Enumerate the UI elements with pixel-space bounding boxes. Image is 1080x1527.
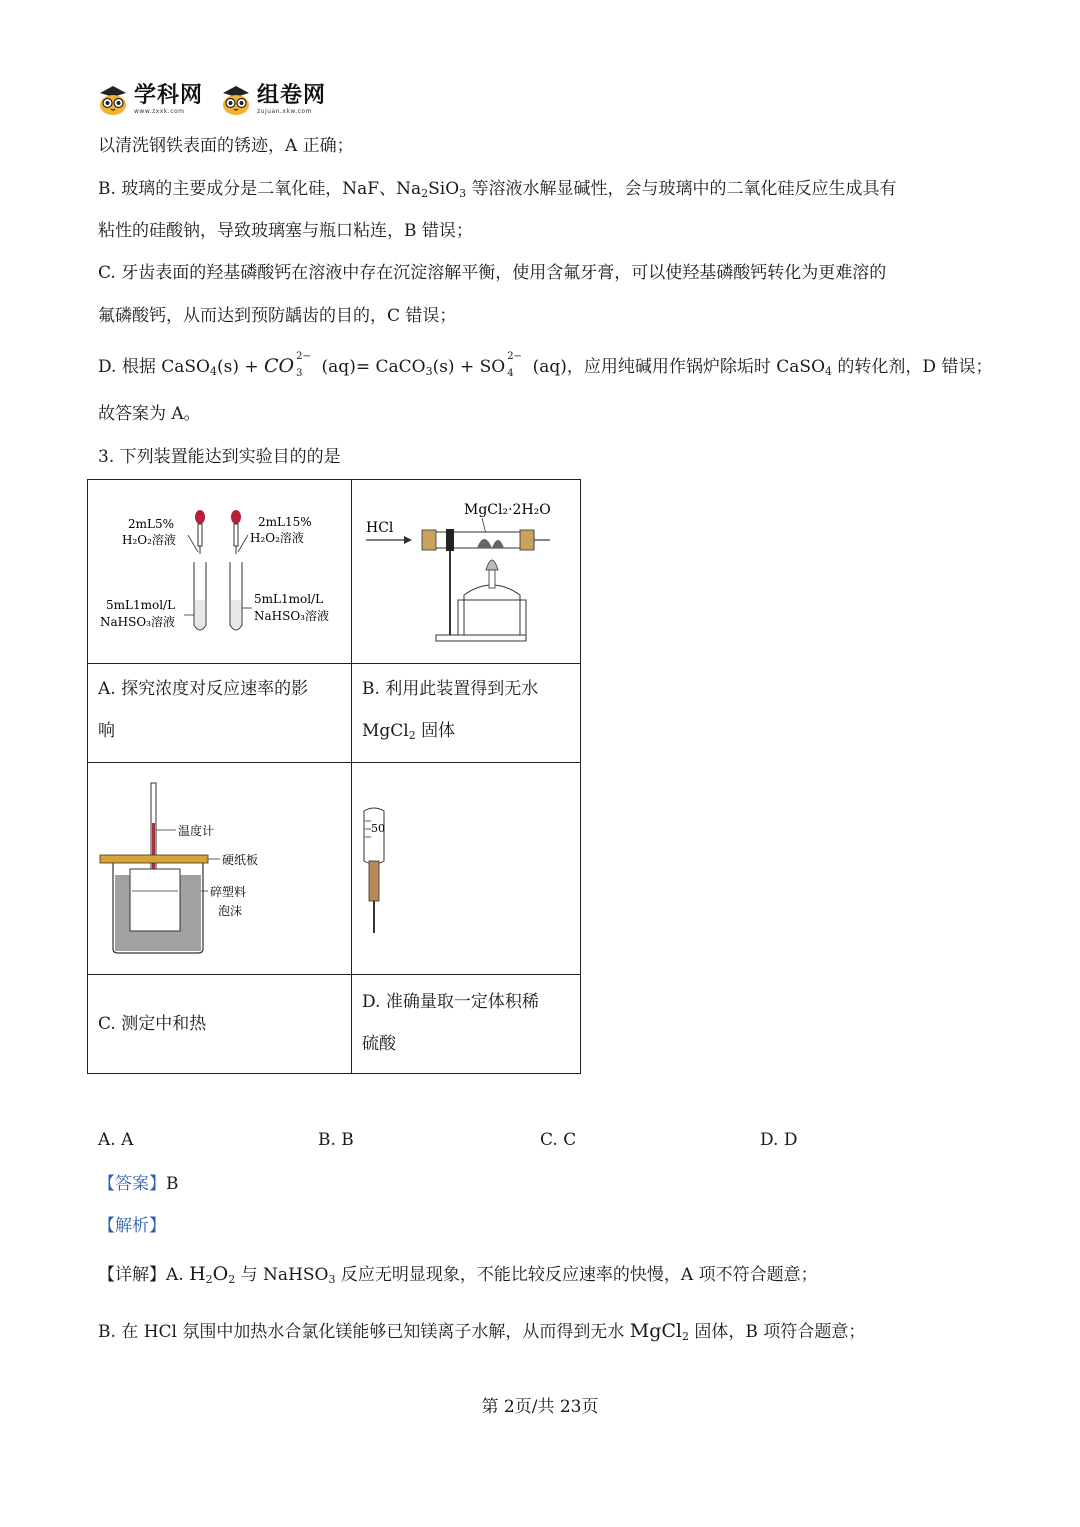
detail-line-a [98,1263,818,1291]
subscript: 3 [459,187,467,200]
cell-caption-a[interactable] [88,664,352,763]
inner-beaker [130,869,180,931]
text: (s) + [216,357,265,377]
liquid [231,600,241,629]
text: MgCl [629,1320,683,1342]
cardboard-lid [100,855,208,863]
caption-a-line2: 响 [98,721,115,741]
text: 固体 [415,721,456,741]
subscript: 2 [421,187,429,200]
logo-zxxk-url: www.zxxk.com [134,108,185,115]
text: D. 根据 CaSO [98,357,210,377]
burette-body [364,808,384,864]
cell-caption-b[interactable] [352,664,581,763]
text: B. 在 HCl 氛围中加热水合氯化镁能够已知镁离子水解，从而得到无水 [98,1322,630,1342]
dropper-bulb [231,510,241,524]
label-left-nahso3-amount: 5mL1mol/L [106,598,176,612]
liquid [195,600,205,629]
subscript: 4 [209,365,217,378]
rubber-tube [369,861,379,901]
subscript: 2 [682,1330,690,1343]
answer-tag: 【答案】 [98,1174,166,1194]
label-foam-2: 泡沫 [218,904,243,918]
solution-line-c1: C. 牙齿表面的羟基磷酸钙在溶液中存在沉淀溶解平衡，使用含氟牙膏，可以使羟基磷酸钙转化为更难溶的 [98,263,887,283]
subscript: 2 [408,729,416,742]
cell-diagram-a [88,480,352,664]
text: B. 玻璃的主要成分是二氧化硅，NaF、Na [98,179,422,199]
label-salt: MgCl₂·2H₂O [464,502,551,518]
label-left-nahso3: NaHSO₃溶液 [100,615,175,629]
owl-mascot-icon [96,83,130,117]
text: H [189,1263,206,1285]
subscript: 4 [507,368,514,379]
option-d[interactable]: D. D [760,1130,798,1150]
cell-diagram-b [352,480,581,664]
logo-zujuan-name: 组卷网 [257,83,327,108]
label-left-h2o2: H₂O₂溶液 [122,533,176,547]
page-number: 第 2页/共 23页 [481,1397,599,1417]
diagram-c-svg [88,763,351,974]
stand-base [436,635,526,641]
options-table [87,479,581,1074]
text: SiO [428,179,460,199]
text: 等溶液水解显碱性，会与玻璃中的二氧化硅反应生成具有 [466,179,897,199]
diagram-a-svg [88,480,351,663]
label-left-h2o2-amount: 2mL5% [128,517,175,531]
owl-mascot-icon [219,83,253,117]
analysis-line [98,1215,166,1237]
cell-caption-c[interactable] [88,975,352,1074]
subscript: 2 [205,1273,213,1286]
label-right-nahso3-amount: 5mL1mol/L [254,592,324,606]
caption-d-line1: D. 准确量取一定体积稀 [362,992,539,1012]
solution-conclusion: 故答案为 A。 [98,404,201,424]
caption-b-line2 [362,710,455,757]
detail-line-b [98,1320,865,1348]
text: 的转化剂，D 错误； [832,357,993,377]
text: 反应无明显现象，不能比较反应速率的快慢，A 项不符合题意； [335,1265,818,1285]
solution-line-c2: 氟磷酸钙，从而达到预防龋齿的目的，C 错误； [98,306,457,326]
diagram-b-svg [352,480,580,663]
subscript: 3 [425,365,433,378]
arrow-head [404,536,412,544]
label-thermometer: 温度计 [178,824,215,838]
analysis-tag: 【解析】 [98,1216,166,1236]
option-b[interactable]: B. B [318,1130,354,1150]
ion-charge [294,351,316,379]
solution-line-b2: 粘性的硅酸钠，导致玻璃塞与瓶口粘连，B 错误； [98,221,473,241]
header-logos [96,80,342,120]
ion-charge [505,351,527,379]
label-right-h2o2-amount: 2mL15% [258,515,312,529]
solution-line-b1 [98,178,897,205]
solution-line-a: 以清洗钢铁表面的锈迹，A 正确； [98,136,354,156]
logo-zujuan[interactable] [219,83,326,117]
alcohol-lamp [464,585,520,635]
option-a[interactable]: A. A [98,1130,134,1150]
text: A. [166,1265,190,1285]
label-right-h2o2: H₂O₂溶液 [250,531,304,545]
text: (aq)= CaCO [316,357,426,377]
text: (s) + SO [432,357,506,377]
logo-zujuan-url: zujuan.xkw.com [257,108,312,115]
burner-wick [489,570,495,588]
text: (aq)，应用纯碱用作锅炉除垢时 CaSO [527,357,826,377]
superscript: 2− [296,351,311,362]
diagram-d-svg [352,763,580,974]
clamp [446,529,454,551]
label-scale-50: 50 [371,822,385,835]
caption-d-line2: 硫酸 [362,1034,396,1054]
text: 与 NaHSO [235,1265,329,1285]
text: 固体，B 项符合题意； [689,1322,866,1342]
caption-b-line1: B. 利用此装置得到无水 [362,679,539,699]
stopper [422,530,436,550]
logo-zxxk-name: 学科网 [134,83,204,108]
text: O [212,1263,229,1285]
cell-caption-d[interactable] [352,975,581,1074]
flame-icon [486,560,498,570]
caption-a-line1: A. 探究浓度对反应速率的影 [98,679,309,699]
label-right-nahso3: NaHSO₃溶液 [254,609,329,623]
question-stem: 3. 下列装置能达到实验目的的是 [98,447,341,467]
label-hcl: HCl [366,520,394,536]
label-foam-1: 碎塑料 [210,885,247,899]
subscript: 4 [825,365,833,378]
stopper [520,530,534,550]
subscript: 2 [228,1273,236,1286]
text: MgCl [362,721,409,741]
answer-value: B [166,1174,179,1194]
subscript: 3 [296,368,303,379]
solution-line-d [98,351,993,383]
answer-line [98,1173,179,1195]
dropper-bulb [195,510,205,524]
label-board: 硬纸板 [222,853,259,867]
option-c[interactable]: C. C [540,1130,577,1150]
cell-diagram-c [88,763,352,975]
detail-tag: 【详解】 [98,1265,166,1285]
cell-diagram-d [352,763,581,975]
leader-line [238,535,248,552]
dropper-body [234,524,238,546]
superscript: 2− [507,351,522,362]
dropper-body [198,524,202,546]
leader-line [188,535,198,552]
subscript: 3 [328,1273,336,1286]
caption-c: C. 测定中和热 [98,1014,207,1034]
carbonate-formula: CO [264,355,295,377]
logo-zxxk[interactable] [96,83,203,117]
